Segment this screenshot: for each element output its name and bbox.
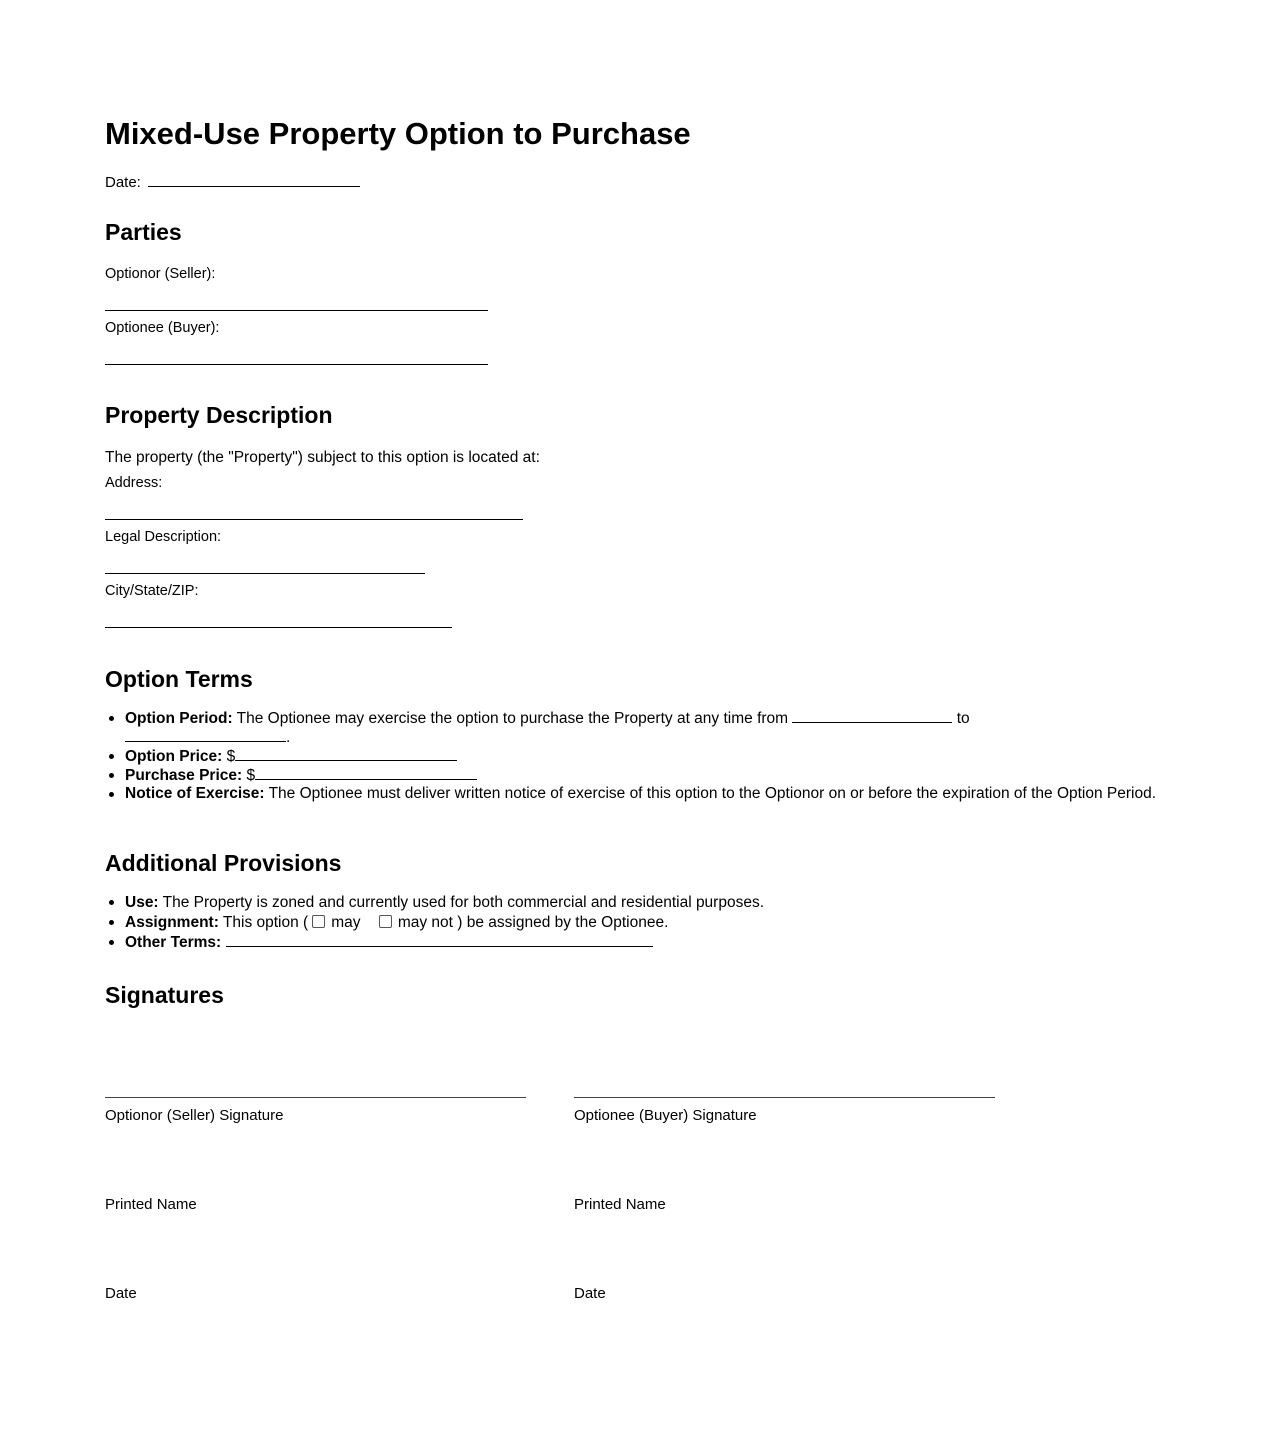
address-field[interactable]	[105, 519, 523, 520]
may-checkbox[interactable]	[312, 915, 325, 928]
option-price-item: Option Price: $	[125, 747, 1165, 766]
option-period-item: Option Period: The Optionee may exercise the option to purchase the Property at any time from to .	[125, 709, 1165, 747]
optionee-signature-label: Optionee (Buyer) Signature	[574, 1107, 757, 1124]
optionor-printed-name-label: Printed Name	[105, 1196, 197, 1213]
legal-description-label: Legal Description:	[105, 529, 222, 545]
notice-of-exercise-item: Notice of Exercise: The Optionee must deliver written notice of exercise of this option to the Optionor on or before the expiration of the Option Period.	[125, 785, 1165, 803]
address-label: Address:	[105, 475, 163, 491]
legal-description-field[interactable]	[105, 573, 425, 574]
option-period-start-field[interactable]	[792, 709, 952, 723]
assignment-item: Assignment: This option ( may may not ) be assigned by the Optionee.	[125, 913, 1165, 933]
additional-provisions-list	[105, 893, 1165, 952]
page-title: Mixed-Use Property Option to Purchase	[105, 116, 691, 151]
date-field[interactable]	[148, 172, 360, 187]
other-terms-item: Other Terms:	[125, 933, 1165, 952]
property-intro: The property (the "Property") subject to this option is located at:	[105, 449, 540, 466]
option-terms-heading: Option Terms	[105, 666, 253, 692]
parties-heading: Parties	[105, 219, 182, 245]
optionee-printed-name-label: Printed Name	[574, 1196, 666, 1213]
purchase-price-item: Purchase Price: $	[125, 766, 1165, 785]
optionee-signature-line[interactable]	[574, 1097, 995, 1098]
other-terms-field[interactable]	[226, 933, 653, 947]
may-not-checkbox[interactable]	[379, 915, 392, 928]
purchase-price-field[interactable]	[255, 766, 477, 780]
city-state-zip-field[interactable]	[105, 627, 452, 628]
optionee-field[interactable]	[105, 364, 488, 365]
option-terms-list	[105, 709, 1165, 803]
optionor-label: Optionor (Seller):	[105, 266, 216, 282]
optionor-signature-label: Optionor (Seller) Signature	[105, 1107, 284, 1124]
optionee-date-label: Date	[574, 1285, 606, 1302]
option-period-end-field[interactable]	[125, 728, 286, 742]
date-row	[105, 172, 360, 191]
use-item: Use: The Property is zoned and currently used for both commercial and residential purposes.	[125, 893, 1165, 913]
optionor-field[interactable]	[105, 310, 488, 311]
property-heading: Property Description	[105, 402, 333, 428]
optionor-signature-line[interactable]	[105, 1097, 526, 1098]
signatures-heading: Signatures	[105, 982, 224, 1008]
option-price-field[interactable]	[235, 747, 457, 761]
optionee-label: Optionee (Buyer):	[105, 320, 220, 336]
optionor-date-label: Date	[105, 1285, 137, 1302]
additional-provisions-heading: Additional Provisions	[105, 850, 342, 876]
city-state-zip-label: City/State/ZIP:	[105, 583, 199, 599]
date-label: Date:	[105, 174, 141, 191]
